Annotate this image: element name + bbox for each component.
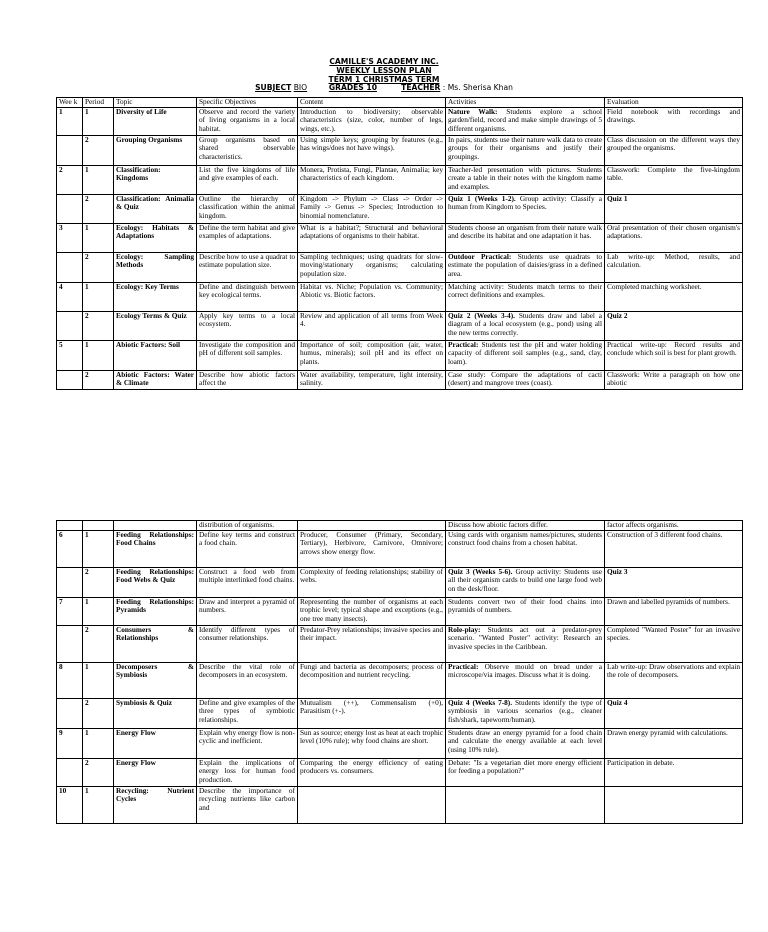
content-cell: Kingdom -> Phylum -> Class -> Order -> Family -> Genus -> Species; Introduction to binomial nomenclature. <box>298 194 446 223</box>
objectives-cell: Describe how to use a quadrat to estimate population size. <box>197 252 298 282</box>
activity-text: Debate: "Is a vegetarian diet more energy efficient for feeding a population?" <box>448 758 602 776</box>
evaluation-cell <box>605 786 743 823</box>
activities-cell <box>446 135 605 165</box>
content-cell: Predator-Prey relationships; invasive species and their impact. <box>298 625 446 662</box>
table-row <box>57 165 743 194</box>
evaluation-cell: Quiz 2 <box>605 311 743 340</box>
evaluation-cell: Class discussion on the different ways they grouped the organisms. <box>605 135 743 165</box>
content-cell: Fungi and bacteria as decomposers; process of decomposition and nutrient recycling. <box>298 662 446 698</box>
activities-cell <box>446 340 605 370</box>
activities-cell <box>446 786 605 823</box>
activity-text: Students test the pH and water holding capacity of different soil samples (e.g., sand, clay, loam). <box>448 340 602 366</box>
objectives-cell: Investigate the composition and pH of different soil samples. <box>197 340 298 370</box>
lesson-plan-table-page-2 <box>56 520 743 824</box>
table-row <box>57 252 743 282</box>
table-row <box>57 135 743 165</box>
activity-lead: Quiz 2 (Weeks 3-4). <box>448 311 515 320</box>
table-row <box>57 662 743 698</box>
evaluation-cell: Quiz 4 <box>605 698 743 728</box>
week-cell: 6 <box>57 530 83 567</box>
activity-lead: Nature Walk: <box>448 107 498 116</box>
week-cell <box>57 567 83 597</box>
evaluation-cell: Construction of 3 different food chains. <box>605 530 743 567</box>
topic-cell: Ecology: Habitats & Adaptations <box>114 223 197 252</box>
activities-cell <box>446 223 605 252</box>
activities-cell <box>446 662 605 698</box>
column-header: Topic <box>114 98 197 108</box>
table-row <box>57 521 743 531</box>
topic-cell: Classification: Animalia & Quiz <box>114 194 197 223</box>
activities-cell <box>446 567 605 597</box>
topic-cell: Grouping Organisms <box>114 135 197 165</box>
teacher-name: : Ms. Sherisa Khan <box>442 83 513 92</box>
topic-cell: Consumers & Relationships <box>114 625 197 662</box>
topic-cell: Classification: Kingdoms <box>114 165 197 194</box>
period-cell: 2 <box>83 135 114 165</box>
column-header: Evaluation <box>605 98 743 108</box>
activity-text: Matching activity: Students match terms to their correct definitions and examples. <box>448 282 602 300</box>
period-cell: 1 <box>83 662 114 698</box>
period-cell: 1 <box>83 728 114 758</box>
activity-lead: Practical: <box>448 340 479 349</box>
objectives-cell: Outline the hierarchy of classification within the animal kingdom. <box>197 194 298 223</box>
week-cell: 7 <box>57 597 83 625</box>
evaluation-cell: Quiz 1 <box>605 194 743 223</box>
objectives-cell: List the five kingdoms of life and give examples of each. <box>197 165 298 194</box>
table-row <box>57 223 743 252</box>
evaluation-cell: Participation in debate. <box>605 758 743 786</box>
evaluation-cell: factor affects organisms. <box>605 521 743 531</box>
subject-value: BIO <box>293 83 308 92</box>
topic-cell: Feeding Relationships: Food Chains <box>114 530 197 567</box>
period-cell: 1 <box>83 786 114 823</box>
school-name: CAMILLE'S ACADEMY INC. <box>329 57 439 66</box>
table-row <box>57 597 743 625</box>
period-cell: 1 <box>83 107 114 135</box>
topic-cell: Abiotic Factors: Soil <box>114 340 197 370</box>
objectives-cell: Explain the implications of energy loss for human food production. <box>197 758 298 786</box>
activity-text: Students choose an organism from their nature walk and describe its habitat and one adaptation it has. <box>448 223 602 241</box>
activity-text: Students identify the type of symbiosis in various scenarios (e.g., cleaner fish/shark, tapeworm/human). <box>448 698 602 724</box>
topic-cell: Decomposers & Symbiosis <box>114 662 197 698</box>
week-cell: 8 <box>57 662 83 698</box>
evaluation-cell: Quiz 3 <box>605 567 743 597</box>
plan-title: WEEKLY LESSON PLAN <box>336 66 432 75</box>
objectives-cell: Define and give examples of the three types of symbiotic relationships. <box>197 698 298 728</box>
evaluation-cell: Practical write-up: Record results and conclude which soil is best for plant growth. <box>605 340 743 370</box>
period-cell: 2 <box>83 370 114 389</box>
activities-cell <box>446 282 605 311</box>
week-cell <box>57 194 83 223</box>
objectives-cell: Construct a food web from multiple interlinked food chains. <box>197 567 298 597</box>
content-cell: Representing the number of organisms at each trophic level; typical shape and exceptions (e.g., one tree many insects). <box>298 597 446 625</box>
objectives-cell: Observe and record the variety of living organisms in a local habitat. <box>197 107 298 135</box>
activities-cell <box>446 597 605 625</box>
activities-cell <box>446 311 605 340</box>
table-header-row <box>57 98 743 108</box>
activity-text: Students draw an energy pyramid for a food chain and calculate the energy available at each level (using 10% rule). <box>448 728 602 754</box>
week-cell: 9 <box>57 728 83 758</box>
week-cell <box>57 311 83 340</box>
activities-cell <box>446 252 605 282</box>
evaluation-cell: Lab write-up: Method, results, and calculation. <box>605 252 743 282</box>
evaluation-cell: Classwork: Write a paragraph on how one abiotic <box>605 370 743 389</box>
activity-lead: Practical: <box>448 662 479 671</box>
content-cell: Importance of soil; composition (air, water, humus, minerals); soil pH and its effect on plants. <box>298 340 446 370</box>
evaluation-cell: Field notebook with recordings and drawings. <box>605 107 743 135</box>
topic-cell <box>114 521 197 531</box>
column-header: Specific Objectives <box>197 98 298 108</box>
evaluation-cell: Completed matching worksheet. <box>605 282 743 311</box>
topic-cell: Symbiosis & Quiz <box>114 698 197 728</box>
period-cell: 2 <box>83 194 114 223</box>
week-cell <box>57 135 83 165</box>
table-row <box>57 625 743 662</box>
column-header: Content <box>298 98 446 108</box>
topic-cell: Ecology: Sampling Methods <box>114 252 197 282</box>
activities-cell <box>446 625 605 662</box>
activities-cell <box>446 370 605 389</box>
content-cell: Sampling techniques; using quadrats for slow-moving/stationary organisms; calculating population size. <box>298 252 446 282</box>
content-cell: Sun as source; energy lost as heat at each trophic level (10% rule); why food chains are short. <box>298 728 446 758</box>
period-cell: 2 <box>83 758 114 786</box>
content-cell: Habitat vs. Niche; Population vs. Community; Abiotic vs. Biotic factors. <box>298 282 446 311</box>
period-cell: 2 <box>83 252 114 282</box>
period-cell <box>83 521 114 531</box>
activities-cell <box>446 758 605 786</box>
content-cell: Water availability, temperature, light intensity, salinity. <box>298 370 446 389</box>
period-cell: 1 <box>83 165 114 194</box>
period-cell: 2 <box>83 567 114 597</box>
activity-text: Students draw and label a diagram of a local ecosystem (e.g., pond) using all the new terms correctly. <box>448 311 602 337</box>
evaluation-cell: Drawn and labelled pyramids of numbers. <box>605 597 743 625</box>
objectives-cell: Group organisms based on shared observable characteristics. <box>197 135 298 165</box>
content-cell: Monera, Protista, Fungi, Plantae, Animalia; key characteristics of each kingdom. <box>298 165 446 194</box>
period-cell: 1 <box>83 223 114 252</box>
evaluation-cell: Classwork: Complete the five-kingdom table. <box>605 165 743 194</box>
week-cell: 5 <box>57 340 83 370</box>
table-row <box>57 728 743 758</box>
week-cell <box>57 698 83 728</box>
topic-cell: Diversity of Life <box>114 107 197 135</box>
activity-text: Group activity: Classify a human from Kingdom to Species. <box>448 194 602 212</box>
topic-cell: Feeding Relationships: Pyramids <box>114 597 197 625</box>
objectives-cell: Apply key terms to a local ecosystem. <box>197 311 298 340</box>
content-cell <box>298 786 446 823</box>
week-cell <box>57 758 83 786</box>
content-cell: Comparing the energy efficiency of eating producers vs. consumers. <box>298 758 446 786</box>
week-cell: 4 <box>57 282 83 311</box>
activity-text: Group activity: Students use all their organism cards to build one large food web on the desk/floor. <box>448 567 602 593</box>
activities-cell <box>446 165 605 194</box>
content-cell: Complexity of feeding relationships; stability of webs. <box>298 567 446 597</box>
week-cell: 3 <box>57 223 83 252</box>
term-title: TERM 1 CHRISTMAS TERM <box>328 75 440 84</box>
period-cell: 1 <box>83 530 114 567</box>
week-cell: 2 <box>57 165 83 194</box>
activity-text: Discuss how abiotic factors differ. <box>448 520 548 529</box>
period-cell: 2 <box>83 698 114 728</box>
activity-text: Students use quadrats to estimate the population of daisies/grass in a defined area. <box>448 252 602 278</box>
table-row <box>57 786 743 823</box>
table-row <box>57 107 743 135</box>
content-cell <box>298 521 446 531</box>
column-header: Period <box>83 98 114 108</box>
activities-cell <box>446 698 605 728</box>
objectives-cell: Define the term habitat and give examples of adaptations. <box>197 223 298 252</box>
activity-lead: Outdoor Practical: <box>448 252 512 261</box>
subject-label: SUBJECT <box>255 83 292 92</box>
table-row <box>57 567 743 597</box>
week-cell <box>57 521 83 531</box>
content-cell: Mutualism (++), Commensalism (+0), Parasitism (+-). <box>298 698 446 728</box>
table-row <box>57 758 743 786</box>
activities-cell <box>446 530 605 567</box>
activity-text: Students act out a predator-prey scenario. "Wanted Poster" activity: Research an invasive species in the Caribbean. <box>448 625 602 651</box>
content-cell: Review and application of all terms from Week 4. <box>298 311 446 340</box>
topic-cell: Ecology: Key Terms <box>114 282 197 311</box>
activity-text: In pairs, students use their nature walk data to create groups for their organisms and justify their groupings. <box>448 135 602 161</box>
grades-label: GRADES 10 <box>328 83 377 92</box>
subject-line <box>0 83 768 92</box>
activity-text: Students explore a school garden/field, record and make simple drawings of 5 different organisms. <box>448 107 602 133</box>
content-cell: Producer, Consumer (Primary, Secondary, Tertiary), Herbivore, Carnivore, Omnivore; arrows show energy flow. <box>298 530 446 567</box>
table-row <box>57 370 743 389</box>
activity-lead: Quiz 1 (Weeks 1-2). <box>448 194 516 203</box>
topic-cell: Feeding Relationships: Food Webs & Quiz <box>114 567 197 597</box>
content-cell: Introduction to biodiversity; observable characteristics (size, color, number of legs, wings, etc.). <box>298 107 446 135</box>
period-cell: 2 <box>83 311 114 340</box>
activities-cell <box>446 521 605 531</box>
table-row <box>57 194 743 223</box>
objectives-cell: Draw and interpret a pyramid of numbers. <box>197 597 298 625</box>
column-header: Activities <box>446 98 605 108</box>
table-row <box>57 530 743 567</box>
evaluation-cell: Lab write-up: Draw observations and explain the role of decomposers. <box>605 662 743 698</box>
table-row <box>57 282 743 311</box>
activity-text: Students convert two of their food chains into pyramids of numbers. <box>448 597 602 615</box>
evaluation-cell: Drawn energy pyramid with calculations. <box>605 728 743 758</box>
topic-cell: Ecology Terms & Quiz <box>114 311 197 340</box>
week-cell: 1 <box>57 107 83 135</box>
period-cell: 2 <box>83 625 114 662</box>
objectives-cell: Explain why energy flow is non-cyclic and inefficient. <box>197 728 298 758</box>
week-cell <box>57 370 83 389</box>
period-cell: 1 <box>83 597 114 625</box>
evaluation-cell: Completed "Wanted Poster" for an invasive species. <box>605 625 743 662</box>
table-row <box>57 340 743 370</box>
teacher-label: TEACHER <box>401 83 441 92</box>
table-row <box>57 698 743 728</box>
objectives-cell: Describe how abiotic factors affect the <box>197 370 298 389</box>
activities-cell <box>446 107 605 135</box>
objectives-cell: Define and distinguish between key ecological terms. <box>197 282 298 311</box>
activity-text: Using cards with organism names/pictures, students construct food chains from a chosen habitat. <box>448 530 602 548</box>
activity-text: Observe mould on bread under a microscope/via images. Discuss what it is doing. <box>448 662 602 680</box>
week-cell: 10 <box>57 786 83 823</box>
topic-cell: Energy Flow <box>114 758 197 786</box>
week-cell <box>57 625 83 662</box>
column-header: Wee k <box>57 98 83 108</box>
week-cell <box>57 252 83 282</box>
evaluation-cell: Oral presentation of their chosen organism's adaptations. <box>605 223 743 252</box>
activity-text: Case study: Compare the adaptations of cacti (desert) and mangrove trees (coast). <box>448 370 602 388</box>
activity-lead: Quiz 4 (Weeks 7-8). <box>448 698 513 707</box>
lesson-plan-table-page-1 <box>56 97 743 390</box>
activity-lead: Role-play: <box>448 625 481 634</box>
topic-cell: Energy Flow <box>114 728 197 758</box>
content-cell: What is a habitat?; Structural and behavioral adaptations of organisms to their habitat. <box>298 223 446 252</box>
period-cell: 1 <box>83 340 114 370</box>
objectives-cell: Identify different types of consumer relationships. <box>197 625 298 662</box>
content-cell: Using simple keys; grouping by features (e.g., has wings/does not have wings). <box>298 135 446 165</box>
activities-cell <box>446 728 605 758</box>
activity-text: Teacher-led presentation with pictures. Students create a table in their notes with the kingdom name and examples. <box>448 165 602 191</box>
activities-cell <box>446 194 605 223</box>
table-row <box>57 311 743 340</box>
objectives-cell: Describe the importance of recycling nutrients like carbon and <box>197 786 298 823</box>
objectives-cell: Define key terms and construct a food chain. <box>197 530 298 567</box>
topic-cell: Abiotic Factors: Water & Climate <box>114 370 197 389</box>
objectives-cell: distribution of organisms. <box>197 521 298 531</box>
objectives-cell: Describe the vital role of decomposers in an ecosystem. <box>197 662 298 698</box>
activity-lead: Quiz 3 (Weeks 5-6). <box>448 567 513 576</box>
topic-cell: Recycling: Nutrient Cycles <box>114 786 197 823</box>
period-cell: 1 <box>83 282 114 311</box>
